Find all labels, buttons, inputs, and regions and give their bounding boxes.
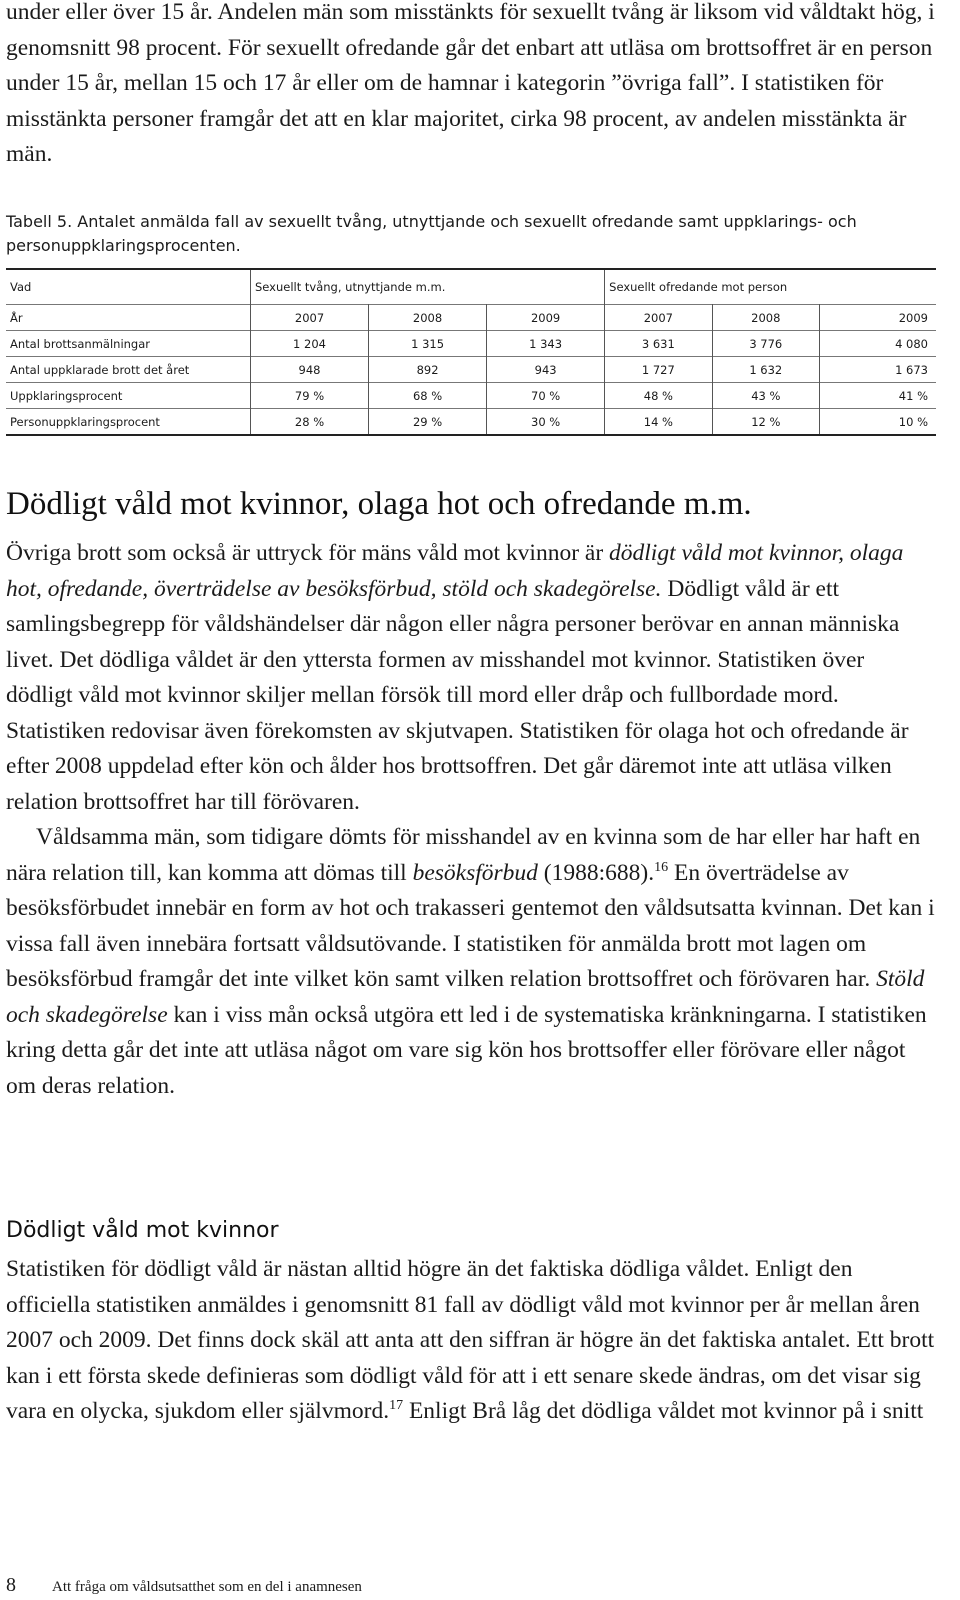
row-label: Uppklaringsprocent: [10, 388, 123, 403]
section-body: [6, 536, 936, 1104]
table-row: [6, 357, 936, 383]
table-cell: 48 %: [605, 383, 712, 409]
table-cell: 4 080: [820, 331, 936, 357]
table-caption-label: Tabell 5.: [6, 212, 73, 231]
table-cell: 948: [251, 357, 369, 383]
section-paragraph-1: [6, 536, 936, 820]
footnote-ref[interactable]: 17: [389, 1398, 404, 1413]
year-cell: 2009: [487, 305, 605, 331]
table-cell: 10 %: [820, 409, 936, 436]
table-cell: 1 204: [251, 331, 369, 357]
text-run: (1988:688).: [537, 859, 655, 886]
table-year-row: [6, 305, 936, 331]
table-cell: 14 %: [605, 409, 712, 436]
subsection-heading: Dödligt våld mot kvinnor: [6, 1218, 279, 1243]
table-cell: 943: [487, 357, 605, 383]
emphasis-text: dödligt våld mot kvinnor, olaga hot, ofredande, överträdelse av besöksförbud, stöld och skadegörelse.: [6, 540, 904, 602]
text-run: En överträdelse av besöksförbudet innebär en form av hot och trakasseri gentemot den våldsutsatta kvinnan. Det kan i vissa fall även innebära fortsatt våldsutövande. I statistiken för anmälda brott mot lagen om besöksförbud framgår det inte vilket kön samt vilken relation brottsoffret och förövaren har.: [6, 859, 935, 992]
table-cell: 12 %: [712, 409, 819, 436]
table-cell: 43 %: [712, 383, 819, 409]
table-cell: 41 %: [820, 383, 936, 409]
table-cell: 1 673: [820, 357, 936, 383]
table-group-header-row: [6, 269, 936, 305]
table-cell: 1 343: [487, 331, 605, 357]
table-cell: 3 776: [712, 331, 819, 357]
page-number: 8: [6, 1574, 16, 1596]
footnote-ref[interactable]: 16: [654, 859, 669, 875]
text-run: Dödligt våld är ett samlingsbegrepp för våldshändelser där någon eller några personer berövar en annan människa livet. Det dödliga våldet är den yttersta formen av misshandel mot kvinnor. Statistiken över dödligt våld mot kvinnor skiljer mellan försök till mord eller dråp och fullbordade mord. Statistiken redovisar även förekomsten av skjutvapen. Statistiken för olaga hot och ofredande är efter 2008 uppdelad efter kön och ålder hos brottsoffren. Det går däremot inte att utläsa vilken relation brottsoffret har till förövaren.: [6, 575, 909, 815]
section-heading: Dödligt våld mot kvinnor, olaga hot och ofredande m.m.: [6, 486, 752, 522]
year-cell: 2007: [605, 305, 712, 331]
table-cell: 68 %: [369, 383, 487, 409]
year-cell: 2007: [251, 305, 369, 331]
table-cell: 1 632: [712, 357, 819, 383]
column-group-sexuellt-tvang: Sexuellt tvång, utnyttjande m.m.: [251, 269, 605, 305]
table-row: [6, 331, 936, 357]
year-label: År: [10, 310, 23, 325]
text-run: Statistiken för dödligt våld är nästan alltid högre än det faktiska dödliga våldet. Enligt den officiella statistiken anmäldes i genomsnitt 81 fall av dödligt våld mot kvinnor per år mellan åren 2007 och 2009. Det finns dock skäl att anta att den siffran är högre än det faktiska antalet. Ett brott kan i ett första skede definieras som dödligt våld för att i ett senare skede ändras, om det visar sig vara en olycka, sjukdom eller självmord.: [6, 1256, 935, 1424]
year-cell: 2008: [712, 305, 819, 331]
row-label: Antal uppklarade brott det året: [10, 362, 190, 377]
year-cell: 2008: [369, 305, 487, 331]
text-run: Enligt Brå låg det dödliga våldet mot kvinnor på i snitt: [403, 1398, 924, 1424]
section-paragraph-2: [6, 820, 936, 1104]
emphasis-text: Stöld och skadegörelse: [6, 966, 925, 1028]
table-row: [6, 383, 936, 409]
table-cell: 79 %: [251, 383, 369, 409]
table-cell: 29 %: [369, 409, 487, 436]
table-cell: 28 %: [251, 409, 369, 436]
table-caption-text: Antalet anmälda fall av sexuellt tvång, utnyttjande och sexuellt ofredande samt uppklarings- och personuppklaringsprocenten.: [6, 212, 857, 255]
text-run: kan i viss mån också utgöra ett led i de systematiska kränkningarna. I statistiken kring detta går det inte att utläsa något om vare sig kön hos brottsoffer eller förövare eller något om deras relation.: [6, 1001, 927, 1099]
intro-paragraph: under eller över 15 år. Andelen män som misstänkts för sexuellt tvång är liksom vid våldtakt hög, i genomsnitt 98 procent. För sexuellt ofredande går det enbart att utläsa om brottsoffret är en person under 15 år, mellan 15 och 17 år eller om de hamnar i kategorin ”övriga fall”. I statistiken för misstänkta personer framgår det att en klar majoritet, cirka 98 procent, av andelen misstänkta är män.: [6, 0, 935, 167]
text-run: Våldsamma män, som tidigare dömts för misshandel av en kvinna som de har eller har haft en nära relation till, kan komma att dömas till: [6, 824, 921, 886]
year-cell: 2009: [820, 305, 936, 331]
table-cell: 1 315: [369, 331, 487, 357]
emphasis-text: besöksförbud: [412, 859, 538, 886]
column-header-vad: Vad: [10, 280, 32, 294]
table-cell: 1 727: [605, 357, 712, 383]
subsection-paragraph: [6, 1252, 936, 1430]
table-cell: 892: [369, 357, 487, 383]
text-run: Övriga brott som också är uttryck för mäns våld mot kvinnor är: [6, 540, 610, 566]
row-label: Antal brottsanmälningar: [10, 336, 151, 351]
table-row: [6, 409, 936, 436]
page-footer: [6, 1574, 362, 1597]
footer-title: Att fråga om våldsutsatthet som en del i anamnesen: [52, 1579, 362, 1595]
table-caption: [6, 210, 936, 258]
row-label: Personuppklaringsprocent: [10, 414, 160, 429]
statistics-table: [6, 268, 936, 436]
table-cell: 30 %: [487, 409, 605, 436]
table-cell: 3 631: [605, 331, 712, 357]
column-group-sexuellt-ofredande: Sexuellt ofredande mot person: [605, 269, 936, 305]
table-cell: 70 %: [487, 383, 605, 409]
